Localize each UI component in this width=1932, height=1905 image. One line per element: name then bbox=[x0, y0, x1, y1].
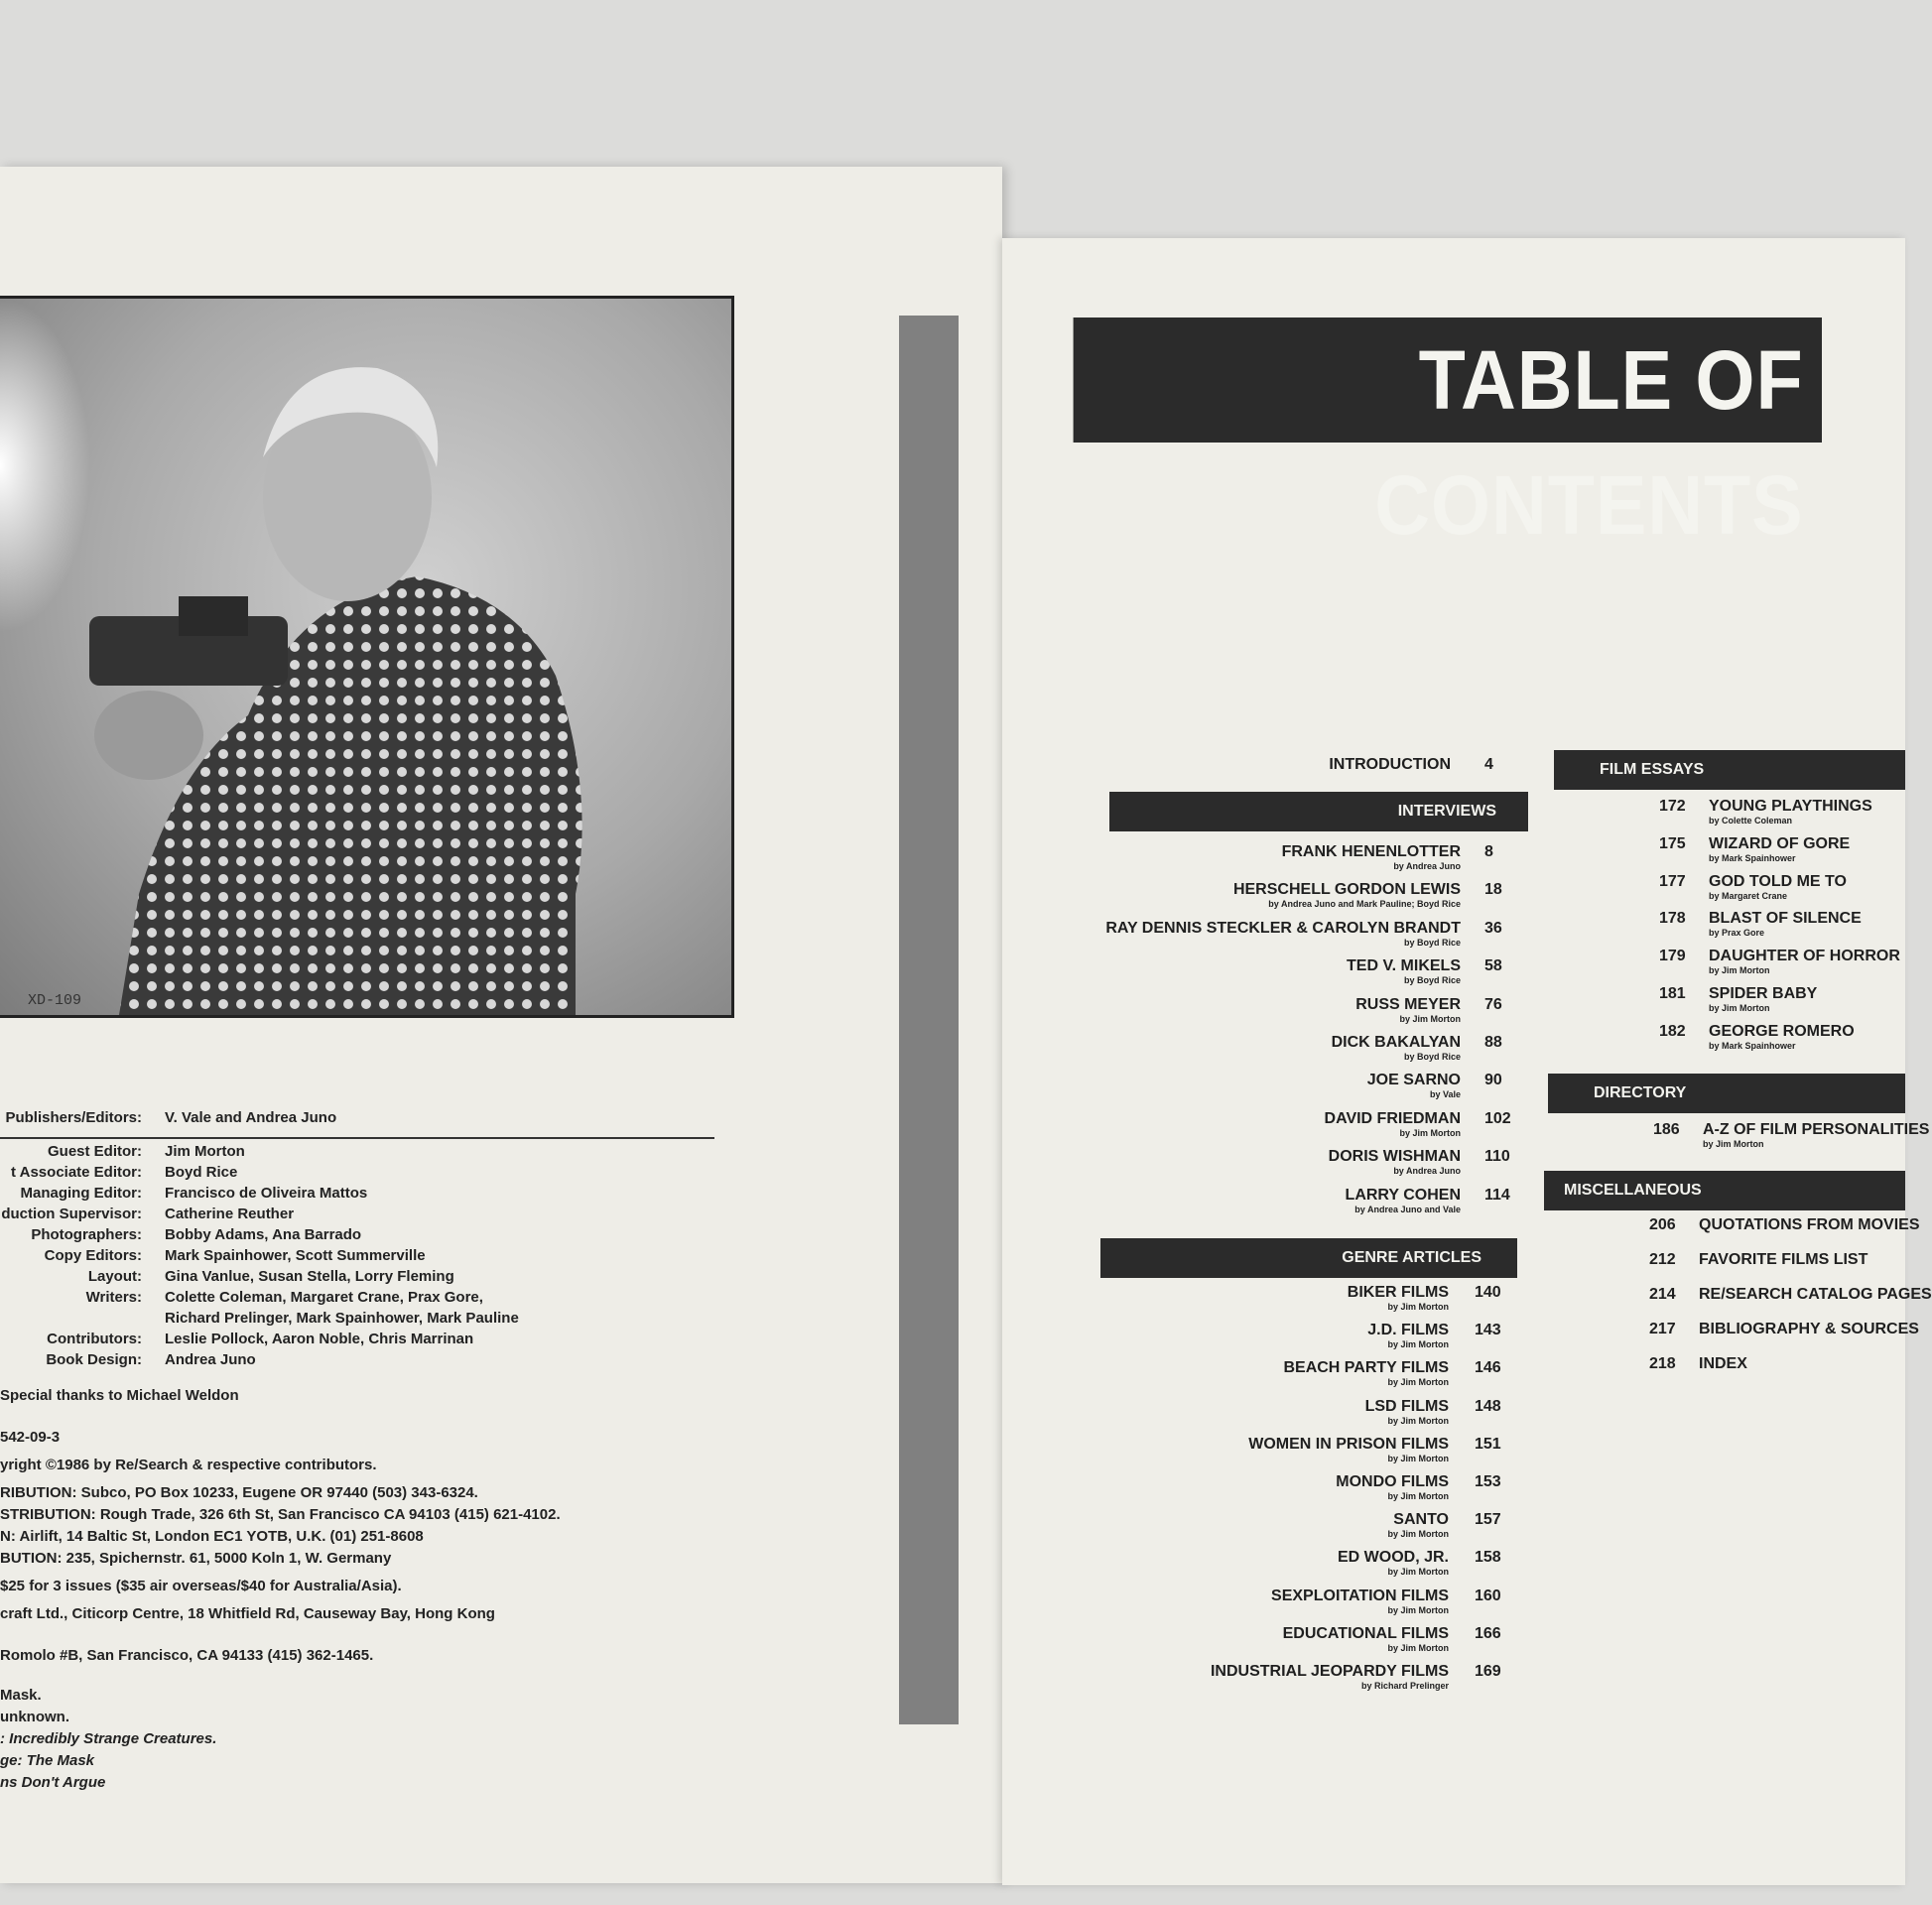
entry-author: by Jim Morton bbox=[1709, 965, 1770, 976]
entry-title: GOD TOLD ME TO bbox=[1709, 872, 1847, 890]
credit-names: Mark Spainhower, Scott Summerville bbox=[165, 1247, 426, 1264]
entry-page-number: 110 bbox=[1484, 1148, 1510, 1166]
distribution-line: STRIBUTION: Rough Trade, 326 6th St, San Francisco CA 94103 (415) 621-4102. bbox=[0, 1506, 561, 1523]
entry-author: by Vale bbox=[1429, 1089, 1461, 1100]
entry-page-number: 182 bbox=[1659, 1022, 1686, 1040]
toc-entry bbox=[1699, 1286, 1932, 1304]
entry-page-number: 151 bbox=[1475, 1435, 1501, 1453]
credit-row bbox=[0, 1289, 714, 1309]
entry-author: by Jim Morton bbox=[1387, 1377, 1449, 1388]
credit-role: Layout: bbox=[87, 1268, 142, 1285]
credit-row bbox=[0, 1331, 714, 1350]
entry-title: BIKER FILMS bbox=[1347, 1284, 1449, 1301]
toc-entry bbox=[1703, 1121, 1929, 1149]
toc-entry bbox=[1365, 1398, 1449, 1426]
entry-page-number: 143 bbox=[1475, 1322, 1501, 1339]
credit-role: Book Design: bbox=[46, 1351, 142, 1368]
entry-title: INTRODUCTION bbox=[1329, 756, 1451, 773]
toc-entry bbox=[1709, 798, 1872, 826]
entry-page-number: 206 bbox=[1649, 1216, 1676, 1233]
credit-role: Managing Editor: bbox=[20, 1185, 142, 1202]
entry-author: by Prax Gore bbox=[1709, 928, 1765, 939]
special-thanks: Special thanks to Michael Weldon bbox=[0, 1387, 239, 1404]
toc-entry bbox=[1233, 881, 1461, 909]
section-heading-film-essays: FILM ESSAYS bbox=[1554, 750, 1905, 790]
entry-author: by Jim Morton bbox=[1399, 1127, 1461, 1138]
credit-role: Writers: bbox=[85, 1289, 142, 1306]
entry-author: by Jim Morton bbox=[1387, 1302, 1449, 1312]
entry-page-number: 181 bbox=[1659, 985, 1686, 1002]
entry-page-number: 169 bbox=[1475, 1663, 1501, 1680]
entry-title: MONDO FILMS bbox=[1336, 1473, 1449, 1490]
toc-entry bbox=[1699, 1355, 1747, 1373]
credit-role: duction Supervisor: bbox=[1, 1206, 142, 1222]
credit-role: Photographers: bbox=[31, 1226, 142, 1243]
entry-author: by Jim Morton bbox=[1387, 1604, 1449, 1615]
toc-entry-introduction bbox=[1329, 756, 1451, 774]
entry-title: SANTO bbox=[1393, 1511, 1449, 1529]
section-heading-directory: DIRECTORY bbox=[1548, 1074, 1905, 1113]
entry-title: DICK BAKALYAN bbox=[1331, 1034, 1461, 1051]
section-heading-miscellaneous: MISCELLANEOUS bbox=[1544, 1171, 1905, 1210]
entry-author: by Jim Morton bbox=[1387, 1491, 1449, 1501]
entry-page-number: 214 bbox=[1649, 1286, 1676, 1303]
bottom-line: : Incredibly Strange Creatures. bbox=[0, 1730, 217, 1747]
toc-entry bbox=[1347, 957, 1461, 985]
entry-title: LARRY COHEN bbox=[1345, 1186, 1461, 1204]
credit-row bbox=[0, 1143, 714, 1163]
subscription: $25 for 3 issues ($35 air overseas/$40 for Australia/Asia). bbox=[0, 1578, 402, 1594]
toc-entry bbox=[1282, 843, 1461, 871]
toc-entry bbox=[1105, 920, 1461, 948]
credit-row bbox=[0, 1310, 714, 1330]
entry-title: INDEX bbox=[1699, 1355, 1747, 1372]
entry-page-number: 146 bbox=[1475, 1359, 1501, 1377]
entry-page-number: 90 bbox=[1484, 1072, 1502, 1089]
toc-entry bbox=[1699, 1251, 1868, 1269]
entry-title: TED V. MIKELS bbox=[1347, 957, 1461, 975]
credit-names: Bobby Adams, Ana Barrado bbox=[165, 1226, 362, 1243]
toc-entry bbox=[1332, 1034, 1461, 1062]
toc-entry bbox=[1387, 1511, 1449, 1539]
credit-role: Contributors: bbox=[47, 1331, 142, 1347]
credit-names: Richard Prelinger, Mark Spainhower, Mark Pauline bbox=[165, 1310, 519, 1327]
credit-row bbox=[0, 1185, 714, 1205]
entry-page-number: 179 bbox=[1659, 948, 1686, 965]
toc-entry bbox=[1336, 1473, 1449, 1501]
entry-title: HERSCHELL GORDON LEWIS bbox=[1232, 881, 1461, 899]
entry-page-number: 178 bbox=[1659, 910, 1686, 928]
bottom-line: ge: The Mask bbox=[0, 1752, 95, 1769]
entry-author: by Margaret Crane bbox=[1709, 890, 1788, 901]
toc-entry bbox=[1283, 1625, 1449, 1653]
entry-title: BIBLIOGRAPHY & SOURCES bbox=[1699, 1321, 1919, 1337]
entry-title: RUSS MEYER bbox=[1355, 995, 1461, 1013]
toc-entry bbox=[1211, 1663, 1449, 1691]
toc-entry bbox=[1346, 1187, 1461, 1214]
entry-author: by Andrea Juno bbox=[1393, 1166, 1461, 1177]
entry-title: WOMEN IN PRISON FILMS bbox=[1248, 1435, 1449, 1453]
credit-row bbox=[0, 1226, 714, 1246]
credit-role: t Associate Editor: bbox=[11, 1164, 142, 1181]
entry-author: by Boyd Rice bbox=[1403, 1052, 1461, 1062]
entry-page-number: 76 bbox=[1484, 995, 1502, 1013]
distribution-line: N: Airlift, 14 Baltic St, London EC1 YOTB, U.K. (01) 251-8608 bbox=[0, 1528, 424, 1545]
entry-title: FRANK HENENLOTTER bbox=[1281, 843, 1461, 860]
toc-entry bbox=[1271, 1588, 1449, 1615]
entry-title: SPIDER BABY bbox=[1709, 985, 1818, 1002]
isbn: 542-09-3 bbox=[0, 1429, 61, 1446]
entry-title: GEORGE ROMERO bbox=[1709, 1022, 1855, 1040]
credit-names: Leslie Pollock, Aaron Noble, Chris Marrinan bbox=[165, 1331, 474, 1347]
credit-row bbox=[0, 1206, 714, 1225]
credit-names: Catherine Reuther bbox=[165, 1206, 295, 1222]
entry-page-number: 158 bbox=[1475, 1549, 1501, 1567]
distribution-line: BUTION: 235, Spichernstr. 61, 5000 Koln 1, W. Germany bbox=[0, 1550, 392, 1567]
entry-author: by Jim Morton bbox=[1387, 1453, 1449, 1463]
section-heading-interviews: INTERVIEWS bbox=[1109, 792, 1528, 831]
entry-page-number: 160 bbox=[1475, 1587, 1501, 1604]
toc-entry bbox=[1709, 835, 1850, 863]
entry-page-number: 177 bbox=[1659, 872, 1686, 890]
entry-title: A-Z OF FILM PERSONALITIES bbox=[1703, 1121, 1930, 1138]
entry-page-number: 166 bbox=[1475, 1624, 1501, 1642]
toc-entry bbox=[1709, 985, 1817, 1013]
entry-page-number: 36 bbox=[1484, 919, 1502, 937]
credit-names: Andrea Juno bbox=[165, 1351, 256, 1368]
entry-title: DAUGHTER OF HORROR bbox=[1709, 948, 1900, 965]
toc-entry bbox=[1283, 1359, 1449, 1387]
entry-author: by Colette Coleman bbox=[1709, 816, 1793, 826]
page-title: TABLE OF CONTENTS bbox=[1074, 318, 1822, 443]
entry-title: JOE SARNO bbox=[1366, 1072, 1461, 1089]
entry-author: by Jim Morton bbox=[1703, 1139, 1764, 1149]
entry-title: FAVORITE FILMS LIST bbox=[1699, 1251, 1868, 1268]
entry-title: J.D. FILMS bbox=[1367, 1322, 1449, 1339]
entry-title: LSD FILMS bbox=[1364, 1397, 1449, 1415]
bottom-line: Mask. bbox=[0, 1687, 42, 1704]
toc-entry bbox=[1329, 1148, 1461, 1176]
toc-entry bbox=[1709, 1023, 1855, 1051]
photo-label: XD-109 bbox=[28, 992, 82, 1009]
entry-author: by Andrea Juno bbox=[1393, 861, 1461, 871]
entry-title: ED WOOD, JR. bbox=[1337, 1549, 1449, 1567]
entry-page-number: 153 bbox=[1475, 1473, 1501, 1490]
entry-page-number: 140 bbox=[1475, 1284, 1501, 1301]
toc-entry bbox=[1348, 1284, 1449, 1312]
entry-title: BLAST OF SILENCE bbox=[1709, 910, 1862, 928]
entry-page-number: 18 bbox=[1484, 881, 1502, 899]
entry-title: INDUSTRIAL JEOPARDY FILMS bbox=[1210, 1663, 1449, 1680]
entry-author: by Jim Morton bbox=[1387, 1642, 1449, 1653]
entry-page-number: 102 bbox=[1484, 1109, 1511, 1127]
bottom-line: ns Don't Argue bbox=[0, 1774, 106, 1791]
entry-author: by Andrea Juno and Mark Pauline; Boyd Rice bbox=[1268, 899, 1461, 910]
toc-entry bbox=[1709, 873, 1847, 901]
toc-entry bbox=[1355, 996, 1461, 1024]
divider-rule bbox=[0, 1137, 714, 1139]
entry-title: QUOTATIONS FROM MOVIES bbox=[1699, 1216, 1920, 1233]
entry-author: by Jim Morton bbox=[1399, 1013, 1461, 1024]
distribution-line: RIBUTION: Subco, PO Box 10233, Eugene OR 97440 (503) 343-6324. bbox=[0, 1484, 478, 1501]
credit-names: Gina Vanlue, Susan Stella, Lorry Fleming bbox=[165, 1268, 454, 1285]
gutter-gray-bar bbox=[899, 316, 959, 1724]
entry-author: by Andrea Juno and Vale bbox=[1354, 1204, 1461, 1214]
bottom-line: unknown. bbox=[0, 1709, 69, 1725]
credit-row bbox=[0, 1351, 714, 1371]
credit-role: Publishers/Editors: bbox=[5, 1109, 142, 1126]
entry-page-number: 186 bbox=[1653, 1121, 1680, 1138]
entry-author: by Mark Spainhower bbox=[1709, 1040, 1796, 1051]
entry-author: by Jim Morton bbox=[1387, 1567, 1449, 1578]
entry-author: by Jim Morton bbox=[1709, 1003, 1770, 1013]
entry-page-number: 114 bbox=[1484, 1186, 1510, 1204]
entry-title: DORIS WISHMAN bbox=[1328, 1148, 1461, 1166]
credit-row bbox=[0, 1247, 714, 1267]
toc-entry-introduction-page: 4 bbox=[1484, 756, 1493, 773]
entry-author: by Richard Prelinger bbox=[1360, 1681, 1449, 1691]
entry-author: by Boyd Rice bbox=[1403, 937, 1461, 948]
entry-page-number: 172 bbox=[1659, 798, 1686, 815]
entry-author: by Mark Spainhower bbox=[1709, 852, 1796, 863]
credit-row bbox=[0, 1268, 714, 1288]
entry-title: RE/SEARCH CATALOG PAGES bbox=[1699, 1286, 1932, 1303]
toc-entry bbox=[1367, 1072, 1461, 1099]
entry-page-number: 175 bbox=[1659, 834, 1686, 852]
entry-author: by Boyd Rice bbox=[1403, 975, 1461, 986]
entry-title: WIZARD OF GORE bbox=[1709, 834, 1851, 852]
entry-title: YOUNG PLAYTHINGS bbox=[1709, 798, 1872, 815]
entry-page-number: 58 bbox=[1484, 957, 1502, 975]
credit-role: Copy Editors: bbox=[44, 1247, 142, 1264]
film-still-photo bbox=[0, 296, 734, 1018]
credit-row bbox=[0, 1164, 714, 1184]
toc-entry bbox=[1338, 1549, 1449, 1577]
credit-row bbox=[0, 1109, 714, 1129]
section-heading-genre-articles: GENRE ARTICLES bbox=[1100, 1238, 1517, 1278]
entry-title: RAY DENNIS STECKLER & CAROLYN BRANDT bbox=[1105, 919, 1461, 937]
credit-names: Boyd Rice bbox=[165, 1164, 238, 1181]
woman-with-gun-illustration bbox=[0, 299, 731, 1015]
printer: craft Ltd., Citicorp Centre, 18 Whitfield Rd, Causeway Bay, Hong Kong bbox=[0, 1605, 495, 1622]
toc-entry bbox=[1709, 910, 1862, 938]
address: Romolo #B, San Francisco, CA 94133 (415) 362-1465. bbox=[0, 1647, 374, 1664]
entry-title: EDUCATIONAL FILMS bbox=[1282, 1624, 1449, 1642]
entry-title: DAVID FRIEDMAN bbox=[1324, 1109, 1461, 1127]
entry-page-number: 217 bbox=[1649, 1321, 1676, 1337]
entry-page-number: 157 bbox=[1475, 1511, 1501, 1529]
toc-entry bbox=[1699, 1321, 1919, 1338]
entry-author: by Jim Morton bbox=[1387, 1339, 1449, 1350]
entry-page-number: 148 bbox=[1475, 1397, 1501, 1415]
credit-names: Colette Coleman, Margaret Crane, Prax Gore, bbox=[165, 1289, 483, 1306]
entry-author: by Jim Morton bbox=[1387, 1415, 1449, 1426]
entry-page-number: 218 bbox=[1649, 1355, 1676, 1372]
credit-names: Jim Morton bbox=[165, 1143, 245, 1160]
credit-role: Guest Editor: bbox=[47, 1143, 142, 1160]
credit-names: V. Vale and Andrea Juno bbox=[165, 1109, 337, 1126]
entry-title: SEXPLOITATION FILMS bbox=[1271, 1587, 1449, 1604]
credit-names: Francisco de Oliveira Mattos bbox=[165, 1185, 368, 1202]
entry-author: by Jim Morton bbox=[1387, 1529, 1449, 1540]
copyright: yright ©1986 by Re/Search & respective contributors. bbox=[0, 1457, 377, 1473]
toc-entry bbox=[1699, 1216, 1920, 1234]
toc-entry bbox=[1709, 948, 1900, 975]
toc-entry bbox=[1325, 1110, 1461, 1138]
entry-title: BEACH PARTY FILMS bbox=[1283, 1359, 1449, 1377]
toc-entry bbox=[1367, 1322, 1449, 1349]
entry-page-number: 8 bbox=[1484, 843, 1493, 860]
toc-entry bbox=[1248, 1436, 1449, 1463]
entry-page-number: 212 bbox=[1649, 1251, 1676, 1268]
entry-page-number: 88 bbox=[1484, 1034, 1502, 1051]
